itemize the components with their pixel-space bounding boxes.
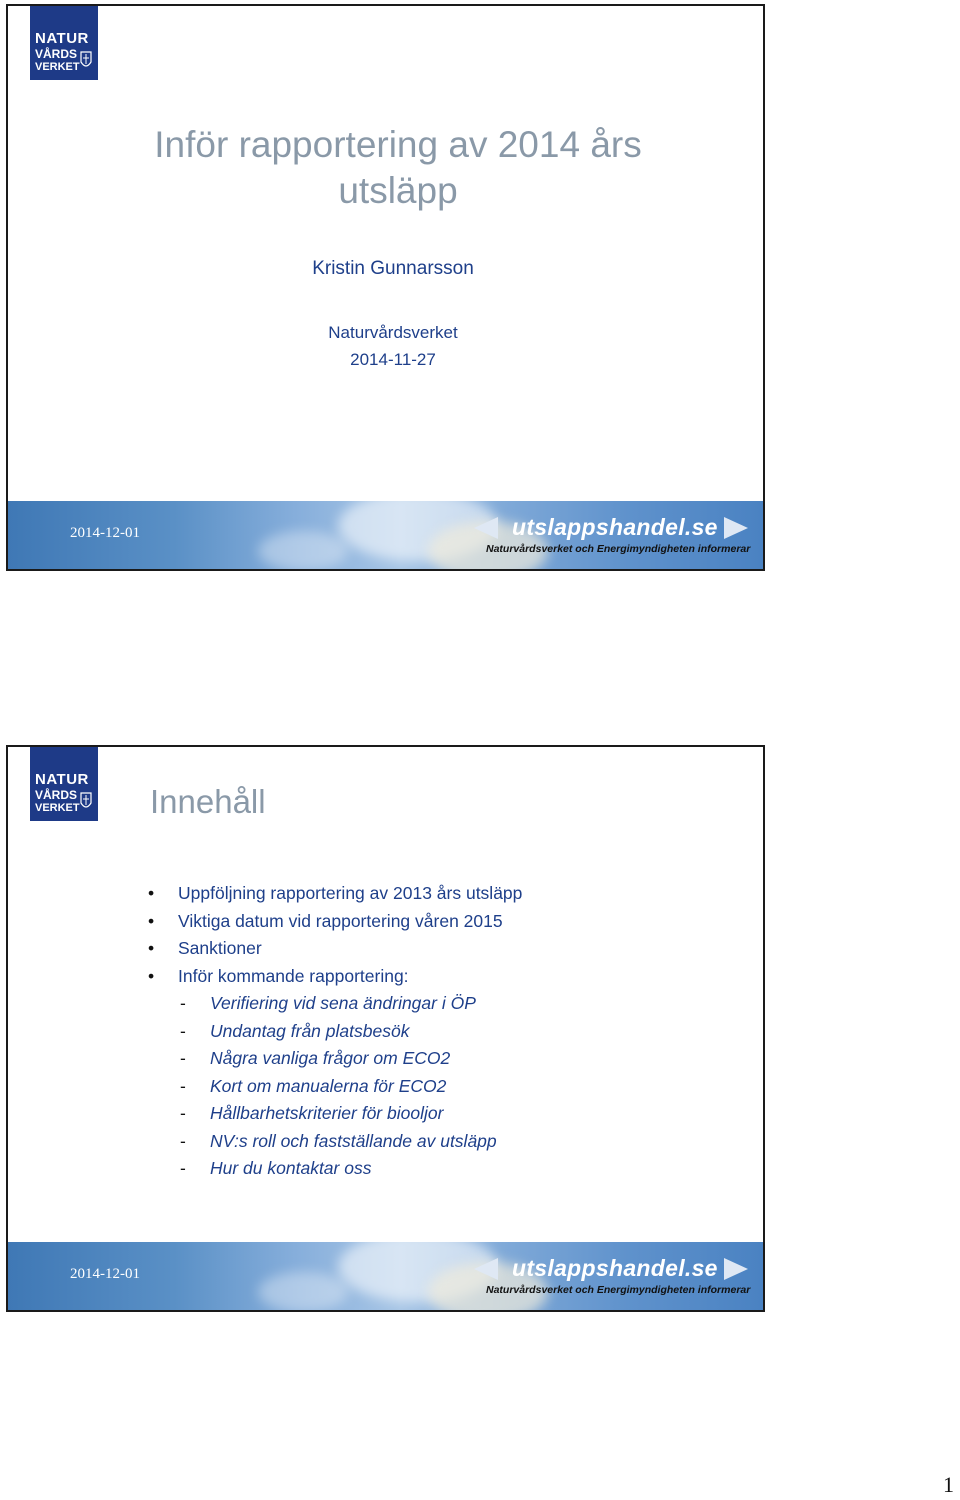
list-item: - Kort om manualerna för ECO2 [180, 1075, 447, 1096]
list-item: - Undantag från platsbesök [180, 1020, 410, 1041]
list-item: - Verifiering vid sena ändringar i ÖP [180, 993, 476, 1013]
list-item: • Uppföljning rapportering av 2013 års utsläpp [148, 883, 523, 903]
sub-item-text: Kort om manualerna för ECO2 [210, 1075, 447, 1096]
logo-line-2: VÅRDS [35, 47, 78, 61]
sub-item-list [180, 990, 497, 1183]
slide-title [68, 122, 728, 214]
slide-1 [6, 4, 765, 571]
sub-item-text: NV:s roll och fastställande av utsläpp [210, 1130, 497, 1151]
list-item: • Sanktioner [148, 938, 262, 958]
list-item: • Viktiga datum vid rapportering våren 2015 [148, 910, 503, 931]
author-details [68, 319, 718, 373]
arrow-left-icon [474, 517, 498, 539]
slide-footer [8, 501, 763, 569]
arrow-left-icon [474, 1258, 498, 1280]
logo-line-2: VÅRDS [35, 788, 78, 802]
slide-footer [8, 1242, 763, 1310]
logo-line-1: NATUR [35, 771, 89, 788]
slide-title: Innehåll [150, 783, 266, 820]
slide-title-line-2: utsläpp [338, 170, 458, 211]
sub-item-text: Undantag från platsbesök [210, 1020, 410, 1041]
bullet-text: Viktiga datum vid rapportering våren 2015 [178, 910, 503, 931]
page-number: 1 [943, 1472, 954, 1497]
logo-line-3: VERKET [35, 61, 80, 73]
logo-line-3: VERKET [35, 802, 80, 814]
arrow-right-icon [724, 1258, 748, 1280]
slide-2 [6, 745, 765, 1312]
list-item: - Hur du kontaktar oss [180, 1158, 372, 1178]
bullet-text: Uppföljning rapportering av 2013 års utsläpp [178, 883, 523, 903]
list-item: - Hållbarhetskriterier för biooljor [180, 1103, 444, 1123]
sub-item-text: Några vanliga frågor om ECO2 [210, 1048, 451, 1068]
author-name: Kristin Gunnarsson [312, 258, 474, 279]
bullet-list [148, 880, 522, 990]
logo-line-1: NATUR [35, 30, 89, 47]
utslappshandel-banner [474, 509, 754, 561]
footer-date: 2014-12-01 [70, 525, 140, 541]
sub-item-text: Hållbarhetskriterier för biooljor [210, 1103, 444, 1123]
utslappshandel-banner [474, 1250, 754, 1302]
naturvardsverket-logo [30, 6, 98, 80]
organization: Naturvårdsverket [328, 323, 458, 342]
sub-item-text: Verifiering vid sena ändringar i ÖP [210, 993, 476, 1013]
banner-tagline: Naturvårdsverket och Energimyndigheten informerar [486, 543, 751, 555]
crest-icon [79, 48, 93, 72]
crest-icon [79, 789, 93, 813]
site-name: utslappshandel.se [512, 514, 718, 540]
sub-item-text: Hur du kontaktar oss [210, 1158, 372, 1178]
bullet-text: Sanktioner [178, 938, 262, 958]
arrow-right-icon [724, 517, 748, 539]
footer-date: 2014-12-01 [70, 1266, 140, 1282]
list-item: - NV:s roll och fastställande av utsläpp [180, 1130, 497, 1151]
banner-tagline: Naturvårdsverket och Energimyndigheten informerar [486, 1284, 751, 1296]
slide-title-line-1: Inför rapportering av 2014 års [154, 124, 642, 165]
site-name: utslappshandel.se [512, 1255, 718, 1281]
bullet-text: Inför kommande rapportering: [178, 965, 409, 986]
naturvardsverket-logo [30, 747, 98, 821]
list-item: - Några vanliga frågor om ECO2 [180, 1048, 451, 1068]
presentation-date: 2014-11-27 [350, 350, 436, 369]
list-item: • Inför kommande rapportering: [148, 965, 409, 986]
